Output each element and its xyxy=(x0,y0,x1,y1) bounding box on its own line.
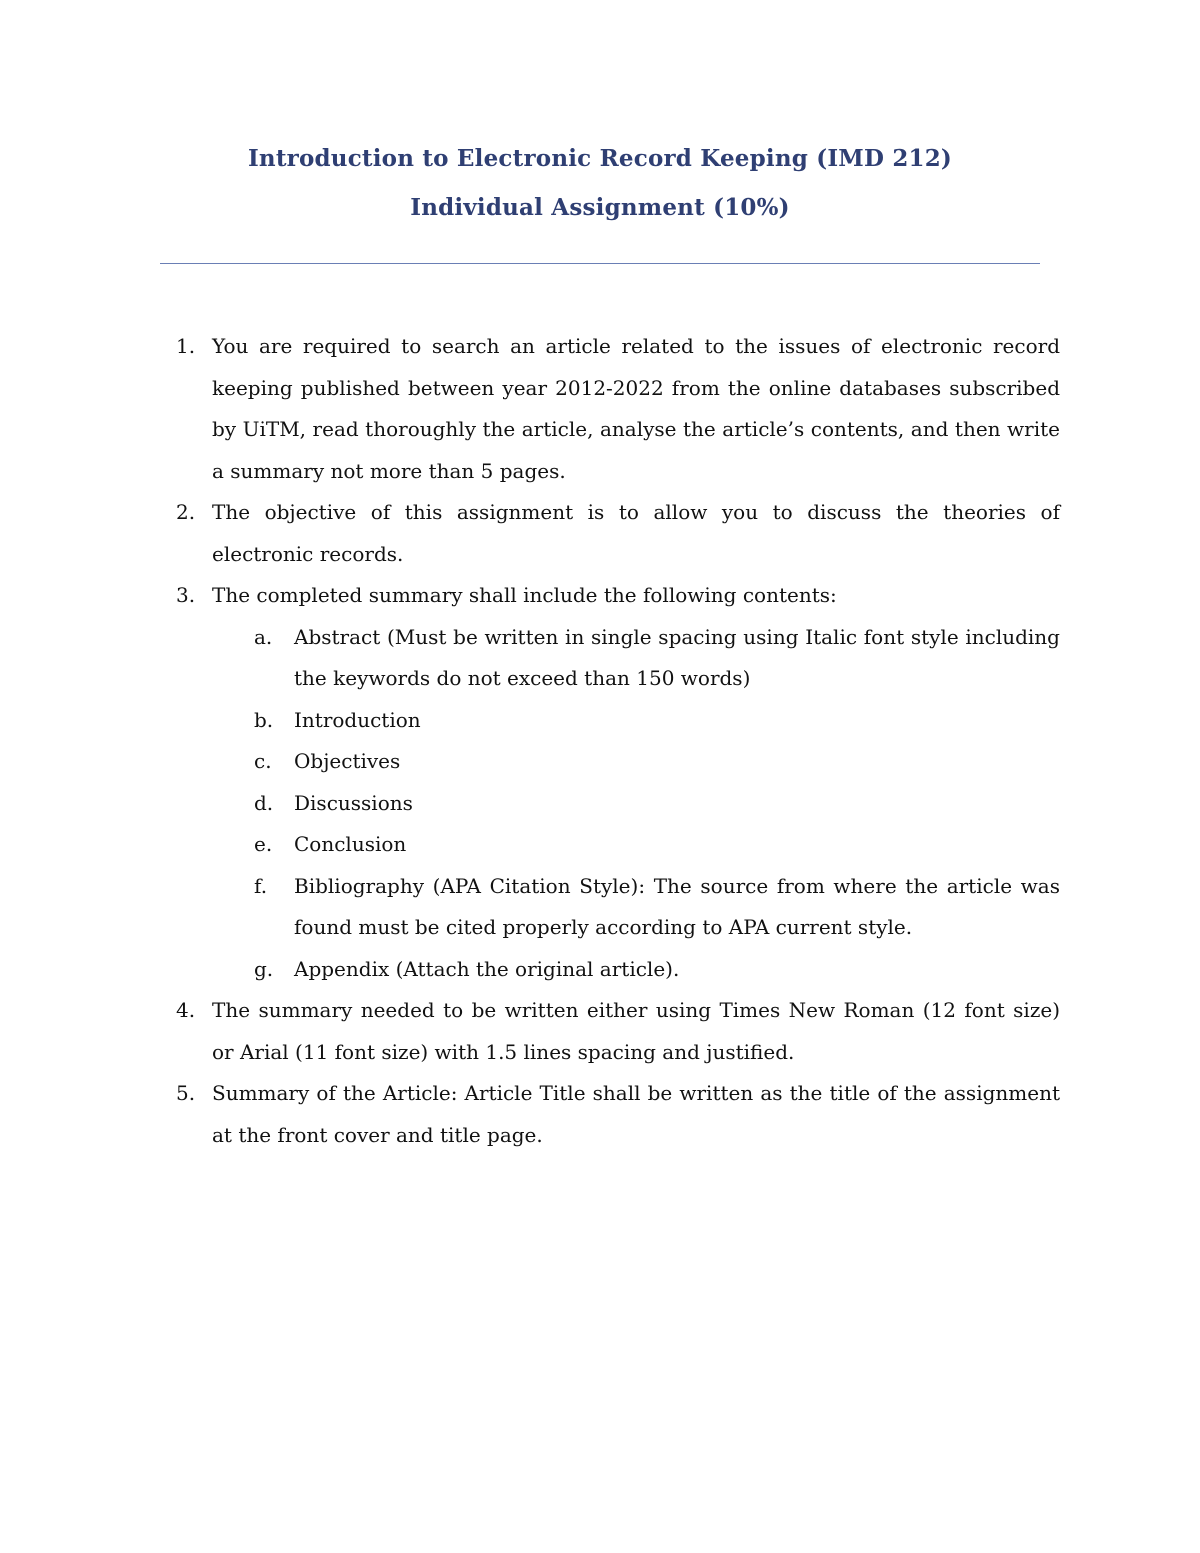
sub-list-item-letter: b. xyxy=(254,707,274,732)
sub-list-item-letter: d. xyxy=(254,790,274,815)
document-subtitle: Individual Assignment (10%) xyxy=(410,194,790,221)
list-item xyxy=(0,1073,1060,1156)
sub-list-item xyxy=(0,949,1060,991)
sub-list-item xyxy=(0,824,1060,866)
list-item xyxy=(0,326,1060,492)
sub-list-item xyxy=(0,866,1060,949)
horizontal-divider xyxy=(160,263,1040,264)
sub-list-item-letter: f. xyxy=(254,873,268,898)
list-item-number: 3. xyxy=(176,583,196,607)
list-item-text: The objective of this assignment is to allow you to discuss the theories of electronic records. xyxy=(212,500,1060,566)
sub-list-item xyxy=(0,783,1060,825)
list-item xyxy=(0,575,1060,617)
sub-list-item xyxy=(0,700,1060,742)
sub-list-item-text: Abstract (Must be written in single spacing using Italic font style including the keywords do not exceed than 150 words) xyxy=(294,624,1060,690)
sub-list-item-text: Appendix (Attach the original article). xyxy=(294,956,680,981)
list-item-text: The summary needed to be written either using Times New Roman (12 font size) or Arial (11 font size) with 1.5 lines spacing and justified. xyxy=(212,998,1060,1064)
sub-list-item-text: Bibliography (APA Citation Style): The source from where the article was found must be cited properly according to APA current style. xyxy=(294,873,1060,939)
sub-list-item-text: Introduction xyxy=(294,707,421,732)
list-item-text: Summary of the Article: Article Title shall be written as the title of the assignment at the front cover and title page. xyxy=(212,1081,1060,1147)
list-item-text: The completed summary shall include the following contents: xyxy=(212,583,837,607)
document-title: Introduction to Electronic Record Keeping (IMD 212) xyxy=(247,145,953,172)
list-item-number: 1. xyxy=(176,334,196,358)
list-item-text: You are required to search an article related to the issues of electronic record keeping published between year 2012-2022 from the online databases subscribed by UiTM, read thoroughly the article, analyse the article’s contents, and then write a summary not more than 5 pages. xyxy=(212,334,1060,483)
list-item xyxy=(0,990,1060,1073)
sub-list-item xyxy=(0,741,1060,783)
list-item-number: 2. xyxy=(176,500,196,524)
sub-list-item-text: Conclusion xyxy=(294,832,407,856)
sub-list-item-letter: a. xyxy=(254,624,273,649)
sub-list-item-letter: e. xyxy=(254,832,273,856)
list-item xyxy=(0,492,1060,575)
instruction-list xyxy=(0,326,1200,1156)
sub-list-item-text: Objectives xyxy=(294,749,401,773)
list-item-number: 4. xyxy=(176,998,196,1022)
sub-list-item-text: Discussions xyxy=(294,790,413,815)
sub-list-item-letter: c. xyxy=(254,749,272,773)
sub-list-item-letter: g. xyxy=(254,956,274,981)
list-item-number: 5. xyxy=(176,1081,196,1105)
sub-list-item xyxy=(0,617,1060,700)
